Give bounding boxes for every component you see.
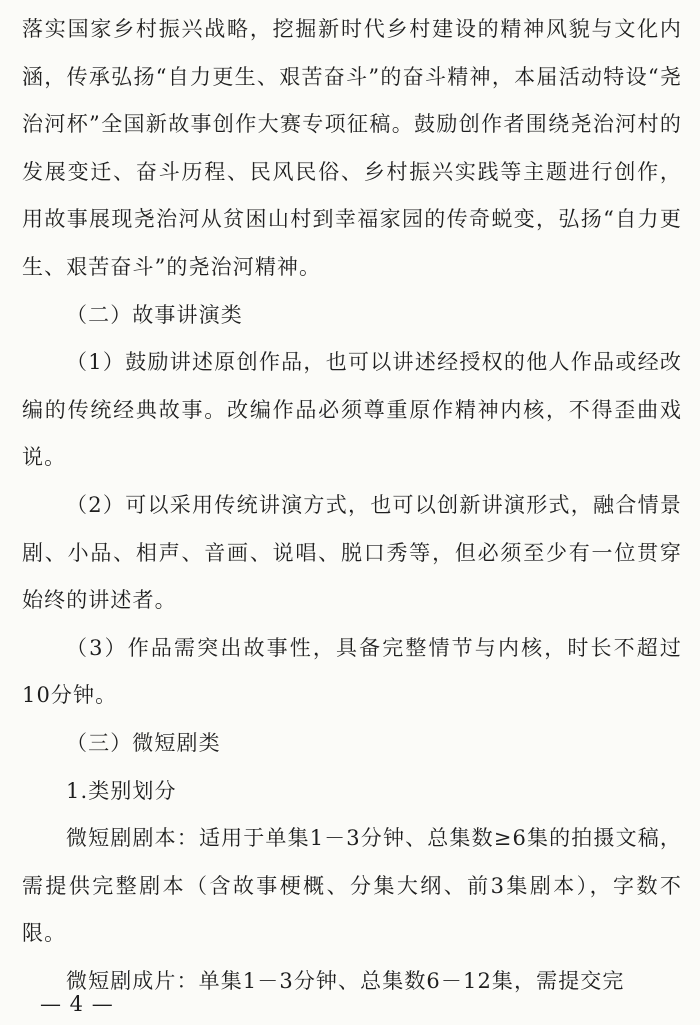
heading-micro-drama: （三）微短剧类 [66,730,221,755]
paragraph-item-1: （1）鼓励讲述原创作品，也可以讲述经授权的他人作品或经改编的传统经典故事。改编作品必须尊重原作精神内核，不得歪曲戏说。 [22,350,682,470]
paragraph-item-2: （2）可以采用传统讲演方式，也可以创新讲演形式，融合情景剧、小品、相声、音画、说唱、脱口秀等，但必须至少有一位贯穿始终的讲述者。 [22,492,682,613]
paragraph-script: 微短剧剧本：适用于单集1－3分钟、总集数≥6集的拍摄文稿，需提供完整剧本（含故事梗概、分集大纲、前3集剧本），字数不限。 [22,826,682,946]
paragraph-finished-film: 微短剧成片：单集1－3分钟、总集数6－12集，需提交完 [66,968,625,993]
heading-story-performance: （二）故事讲演类 [66,302,243,327]
subheading-category: 1.类别划分 [66,778,177,803]
page-number: — 4 — [40,992,114,1016]
paragraph-item-3: （3）作品需突出故事性，具备完整情节与内核，时长不超过10分钟。 [22,635,682,708]
paragraph-intro: 落实国家乡村振兴战略，挖掘新时代乡村建设的精神风貌与文化内涵，传承弘扬“自力更生、艰苦奋斗”的奋斗精神，本届活动特设“尧治河杯”全国新故事创作大赛专项征稿。鼓励创作者围绕尧治河村的发展变迁、奋斗历程、民风民俗、乡村振兴实践等主题进行创作，用故事展现尧治河从贫困山村到幸福家园的传奇蜕变，弘扬“自力更生、艰苦奋斗”的尧治河精神。 [22,17,682,279]
body-text [22,6,682,1005]
